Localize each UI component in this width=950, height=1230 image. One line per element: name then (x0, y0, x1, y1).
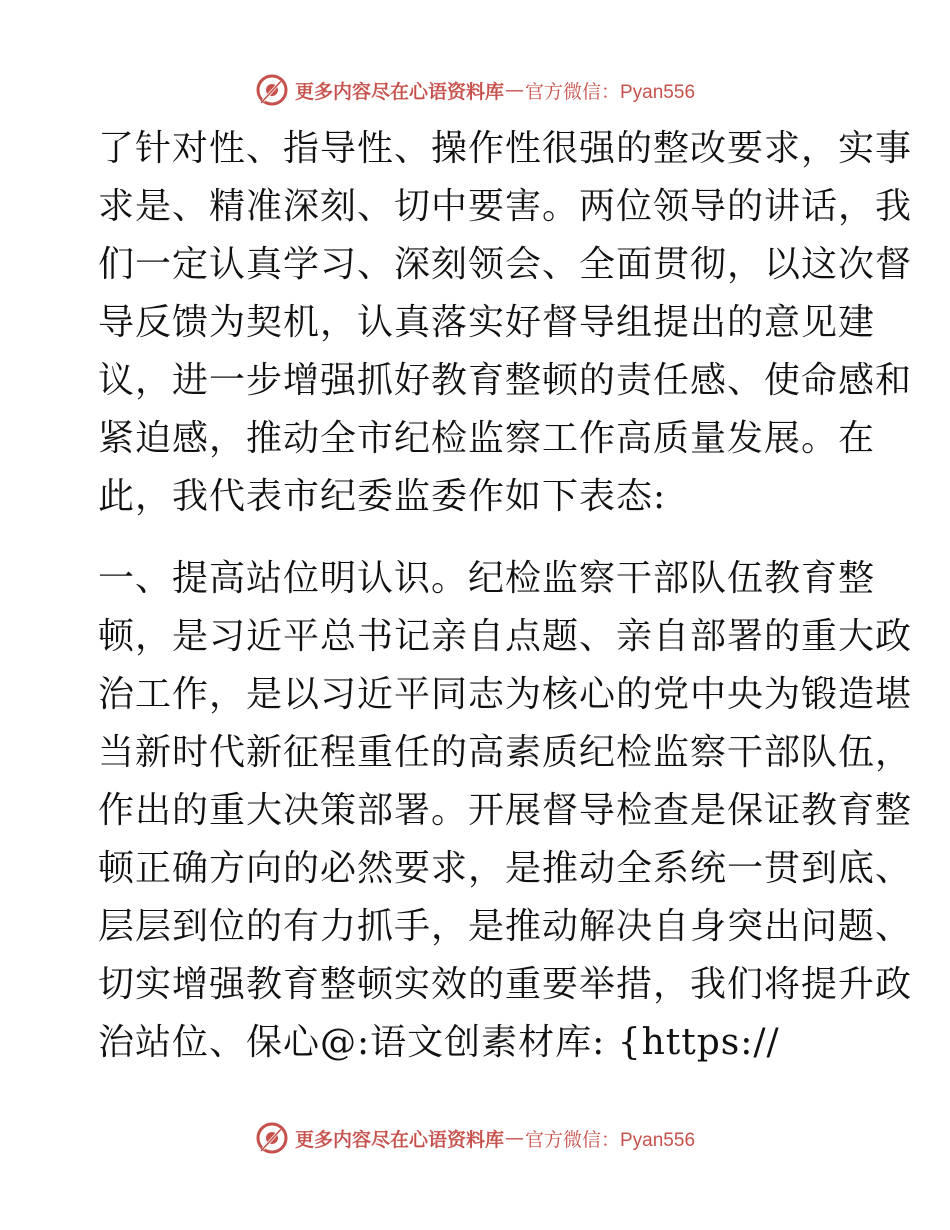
footer-watermark-banner (0, 1118, 950, 1158)
text-line: 紧迫感，推动全市纪检监察工作高质量发展。在 (98, 418, 876, 459)
paragraph-gap (98, 526, 858, 550)
logo-icon (255, 73, 289, 107)
text-line: 顿，是习近平总书记亲自点题、亲自部署的重大政 (98, 616, 913, 657)
document-body (98, 120, 913, 1072)
banner-contact: 官方微信：Pyan556 (525, 1129, 696, 1151)
paragraph (98, 550, 913, 1072)
header-watermark-banner (0, 70, 950, 110)
logo-icon (255, 1121, 289, 1155)
text-line: 治工作，是以习近平同志为核心的党中央为锻造堪 (98, 674, 913, 715)
text-line: 议，进一步增强抓好教育整顿的责任感、使命感和 (98, 360, 913, 401)
banner-separator: — (505, 1127, 524, 1149)
paragraph (98, 120, 913, 526)
text-line: 一、提高站位明认识。纪检监察干部队伍教育整 (98, 558, 876, 599)
text-line: 了针对性、指导性、操作性很强的整改要求，实事 (98, 128, 913, 169)
text-line: 顿正确方向的必然要求，是推动全系统一贯到底、 (98, 848, 913, 889)
text-line: 治站位、保心@:语文创素材库: {https:// (98, 1022, 780, 1063)
banner-contact: 官方微信：Pyan556 (525, 81, 696, 103)
text-line: 们一定认真学习、深刻领会、全面贯彻，以这次督 (98, 244, 913, 285)
banner-text: 更多内容尽在心语资料库 (294, 1128, 504, 1151)
text-line: 层层到位的有力抓手，是推动解决自身突出问题、 (98, 906, 913, 947)
text-line: 作出的重大决策部署。开展督导检查是保证教育整 (98, 790, 913, 831)
banner-text: 更多内容尽在心语资料库 (294, 80, 504, 103)
text-line: 当新时代新征程重任的高素质纪检监察干部队伍， (98, 732, 913, 773)
text-line: 切实增强教育整顿实效的重要举措，我们将提升政 (98, 964, 913, 1005)
text-line: 此，我代表市纪委监委作如下表态: (98, 476, 667, 517)
text-line: 求是、精准深刻、切中要害。两位领导的讲话，我 (98, 186, 913, 227)
text-line: 导反馈为契机，认真落实好督导组提出的意见建 (98, 302, 876, 343)
banner-separator: — (505, 79, 524, 101)
